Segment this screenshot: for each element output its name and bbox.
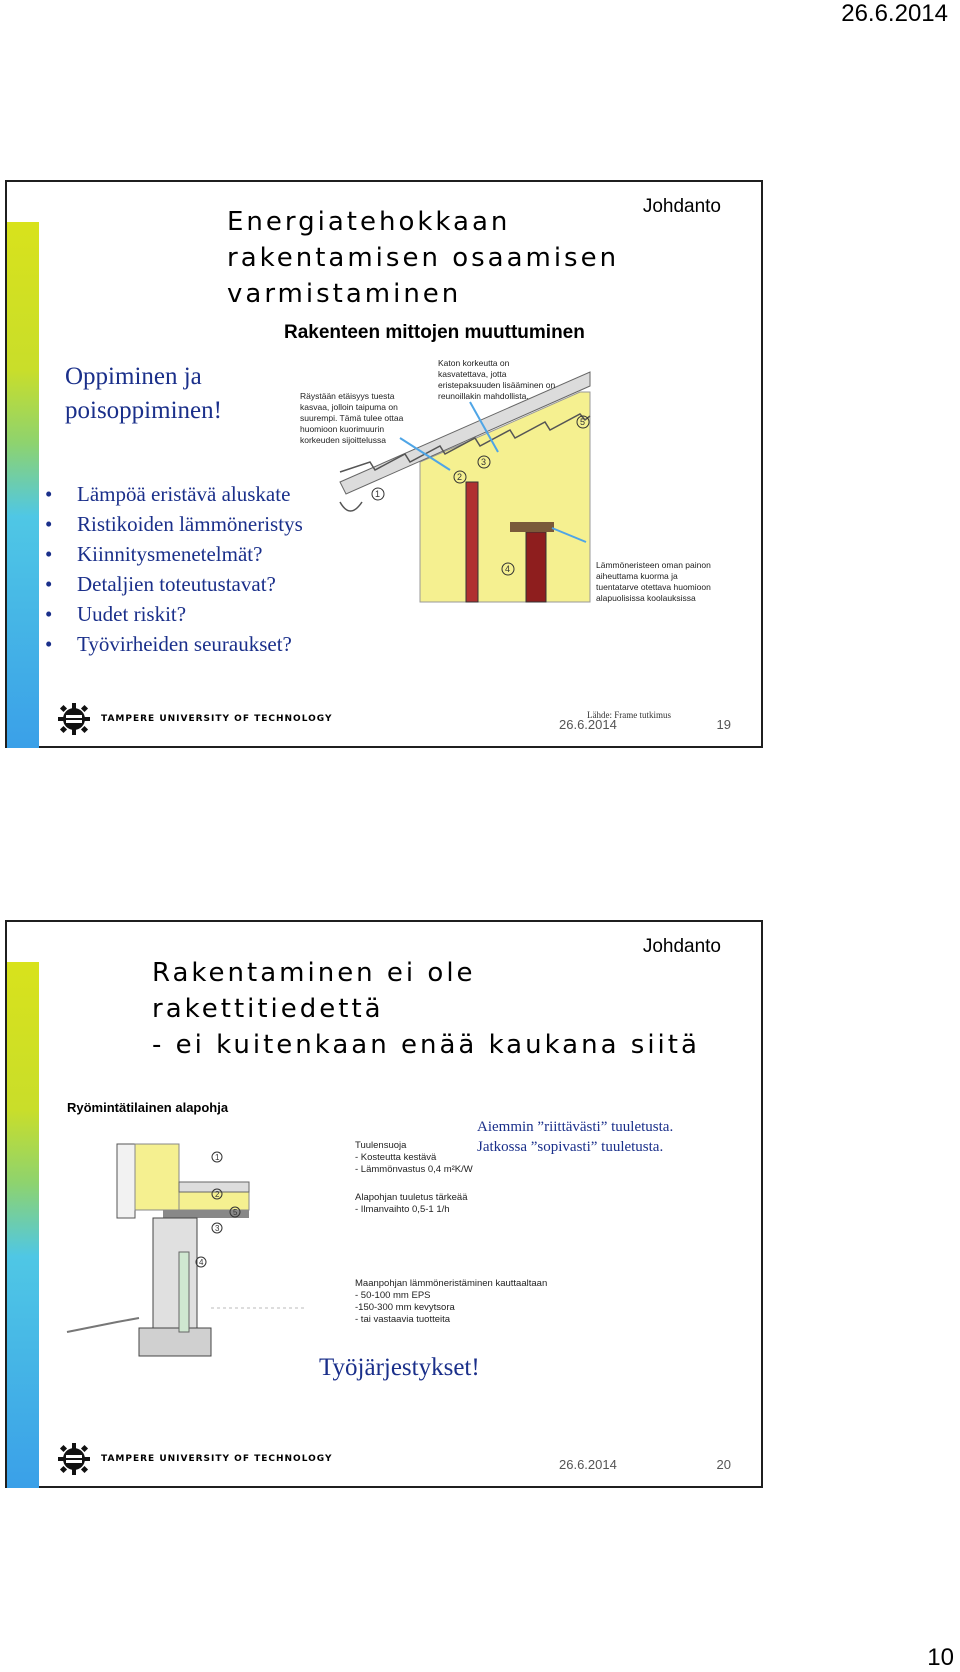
note-emphasis: Työjärjestykset!: [319, 1354, 480, 1381]
source-note: Lähde: Frame tutkimus: [587, 710, 671, 720]
color-stripe: [7, 962, 39, 1488]
slide-number: 19: [716, 717, 731, 732]
wall: [117, 1144, 135, 1218]
marker: 5: [233, 1208, 238, 1217]
brick-wall: [466, 482, 478, 602]
gear-icon: [57, 1442, 91, 1476]
note-line: kasvaa, jolloin taipuma on: [300, 402, 398, 412]
footer-date: 26.6.2014: [559, 1457, 617, 1472]
gear-icon: [57, 702, 91, 736]
slide-title: Energiatehokkaan rakentamisen osaamisen varmistaminen: [227, 207, 620, 309]
marker: 5: [580, 417, 586, 427]
bullet-item: • Uudet riskit?: [41, 599, 303, 629]
page-number: 10: [927, 1644, 954, 1671]
gutter: [340, 502, 362, 511]
bullet-item: • Lämpöä eristävä aluskate: [41, 479, 303, 509]
note-text: Aiemmin ”riittävästi” tuuletusta. Jatkossa ”sopivasti” tuuletusta.: [477, 1119, 674, 1155]
note-line: - 50-100 mm EPS: [355, 1290, 431, 1301]
note-line: huomioon kuorimuurin: [300, 424, 385, 434]
marker: 4: [505, 564, 511, 574]
note-line: Lämmöneristeen oman painon: [596, 560, 711, 570]
note-line: - tai vastaavia tuotteita: [355, 1314, 451, 1325]
note-line: korkeuden sijoittelussa: [300, 435, 386, 445]
note-line: Alapohjan tuuletus tärkeää: [355, 1192, 468, 1203]
marker: 3: [215, 1224, 220, 1233]
slide-20: [5, 920, 763, 1488]
marker: 1: [375, 489, 381, 499]
tut-logo: [57, 1442, 332, 1476]
bullet-item: • Detaljien toteutustavat?: [41, 569, 303, 599]
figure-title: Ryömintätilainen alapohja: [67, 1100, 229, 1115]
beam: [510, 522, 554, 532]
university-name: TAMPERE UNIVERSITY OF TECHNOLOGY: [101, 714, 333, 724]
color-stripe: [7, 222, 39, 748]
marker: 2: [215, 1190, 220, 1199]
callout-text: Oppiminen ja poisoppiminen!: [65, 363, 222, 424]
note-line: Katon korkeutta on: [438, 358, 510, 368]
note-line: Maanpohjan lämmöneristäminen kauttaaltaan: [355, 1278, 548, 1289]
note-line: Tuulensuoja: [355, 1140, 407, 1151]
section-label: Johdanto: [642, 196, 721, 217]
inner-wall: [526, 532, 546, 602]
note-line: aiheuttama kuorma ja: [596, 571, 678, 581]
wall-insulation: [135, 1144, 179, 1210]
footing: [139, 1328, 211, 1356]
footer-date: 26.6.2014: [559, 717, 617, 732]
slide-title: Rakentaminen ei ole rakettitiedettä - ei kuitenkaan enää kaukana siitä: [152, 958, 700, 1060]
roof-detail-figure: [284, 322, 730, 612]
marker: 4: [199, 1258, 204, 1267]
foundation-insulation: [179, 1252, 189, 1332]
section-label: Johdanto: [642, 936, 721, 957]
bullet-item: • Ristikoiden lämmöneristys: [41, 509, 303, 539]
figure-title: Rakenteen mittojen muuttuminen: [284, 322, 585, 343]
bullet-item: • Työvirheiden seuraukset?: [41, 629, 303, 659]
floor-insulation: [179, 1192, 249, 1210]
note-line: - Lämmönvastus 0,4 m²K/W: [355, 1164, 473, 1175]
note-line: alapuolisissa koolauksissa: [596, 593, 696, 603]
note-line: reunoillakin mahdollista.: [438, 391, 529, 401]
note-line: suurempi. Tämä tulee ottaa: [300, 413, 404, 423]
note-line: tuentatarve otettava huomioon: [596, 582, 711, 592]
note-line: - Kosteutta kestävä: [355, 1152, 437, 1163]
slide-19: [5, 180, 763, 748]
note-line: - Ilmanvaihto 0,5-1 1/h: [355, 1204, 450, 1215]
marker: 1: [215, 1153, 220, 1162]
page-date: 26.6.2014: [841, 0, 948, 27]
bullet-list: [41, 479, 303, 659]
foundation-wall: [153, 1218, 197, 1328]
note-line: eristepaksuuden lisääminen on: [438, 380, 556, 390]
bullet-item: • Kiinnitysmenetelmät?: [41, 539, 303, 569]
note-line: Räystään etäisyys tuesta: [300, 391, 395, 401]
tut-logo: [57, 702, 332, 736]
note-line: kasvatettava, jotta: [438, 369, 507, 379]
ground-line: [67, 1318, 139, 1332]
slide-number: 20: [716, 1457, 731, 1472]
marker: 2: [457, 472, 463, 482]
note-line: -150-300 mm kevytsora: [355, 1302, 455, 1313]
university-name: TAMPERE UNIVERSITY OF TECHNOLOGY: [101, 1454, 333, 1464]
marker: 3: [481, 457, 487, 467]
